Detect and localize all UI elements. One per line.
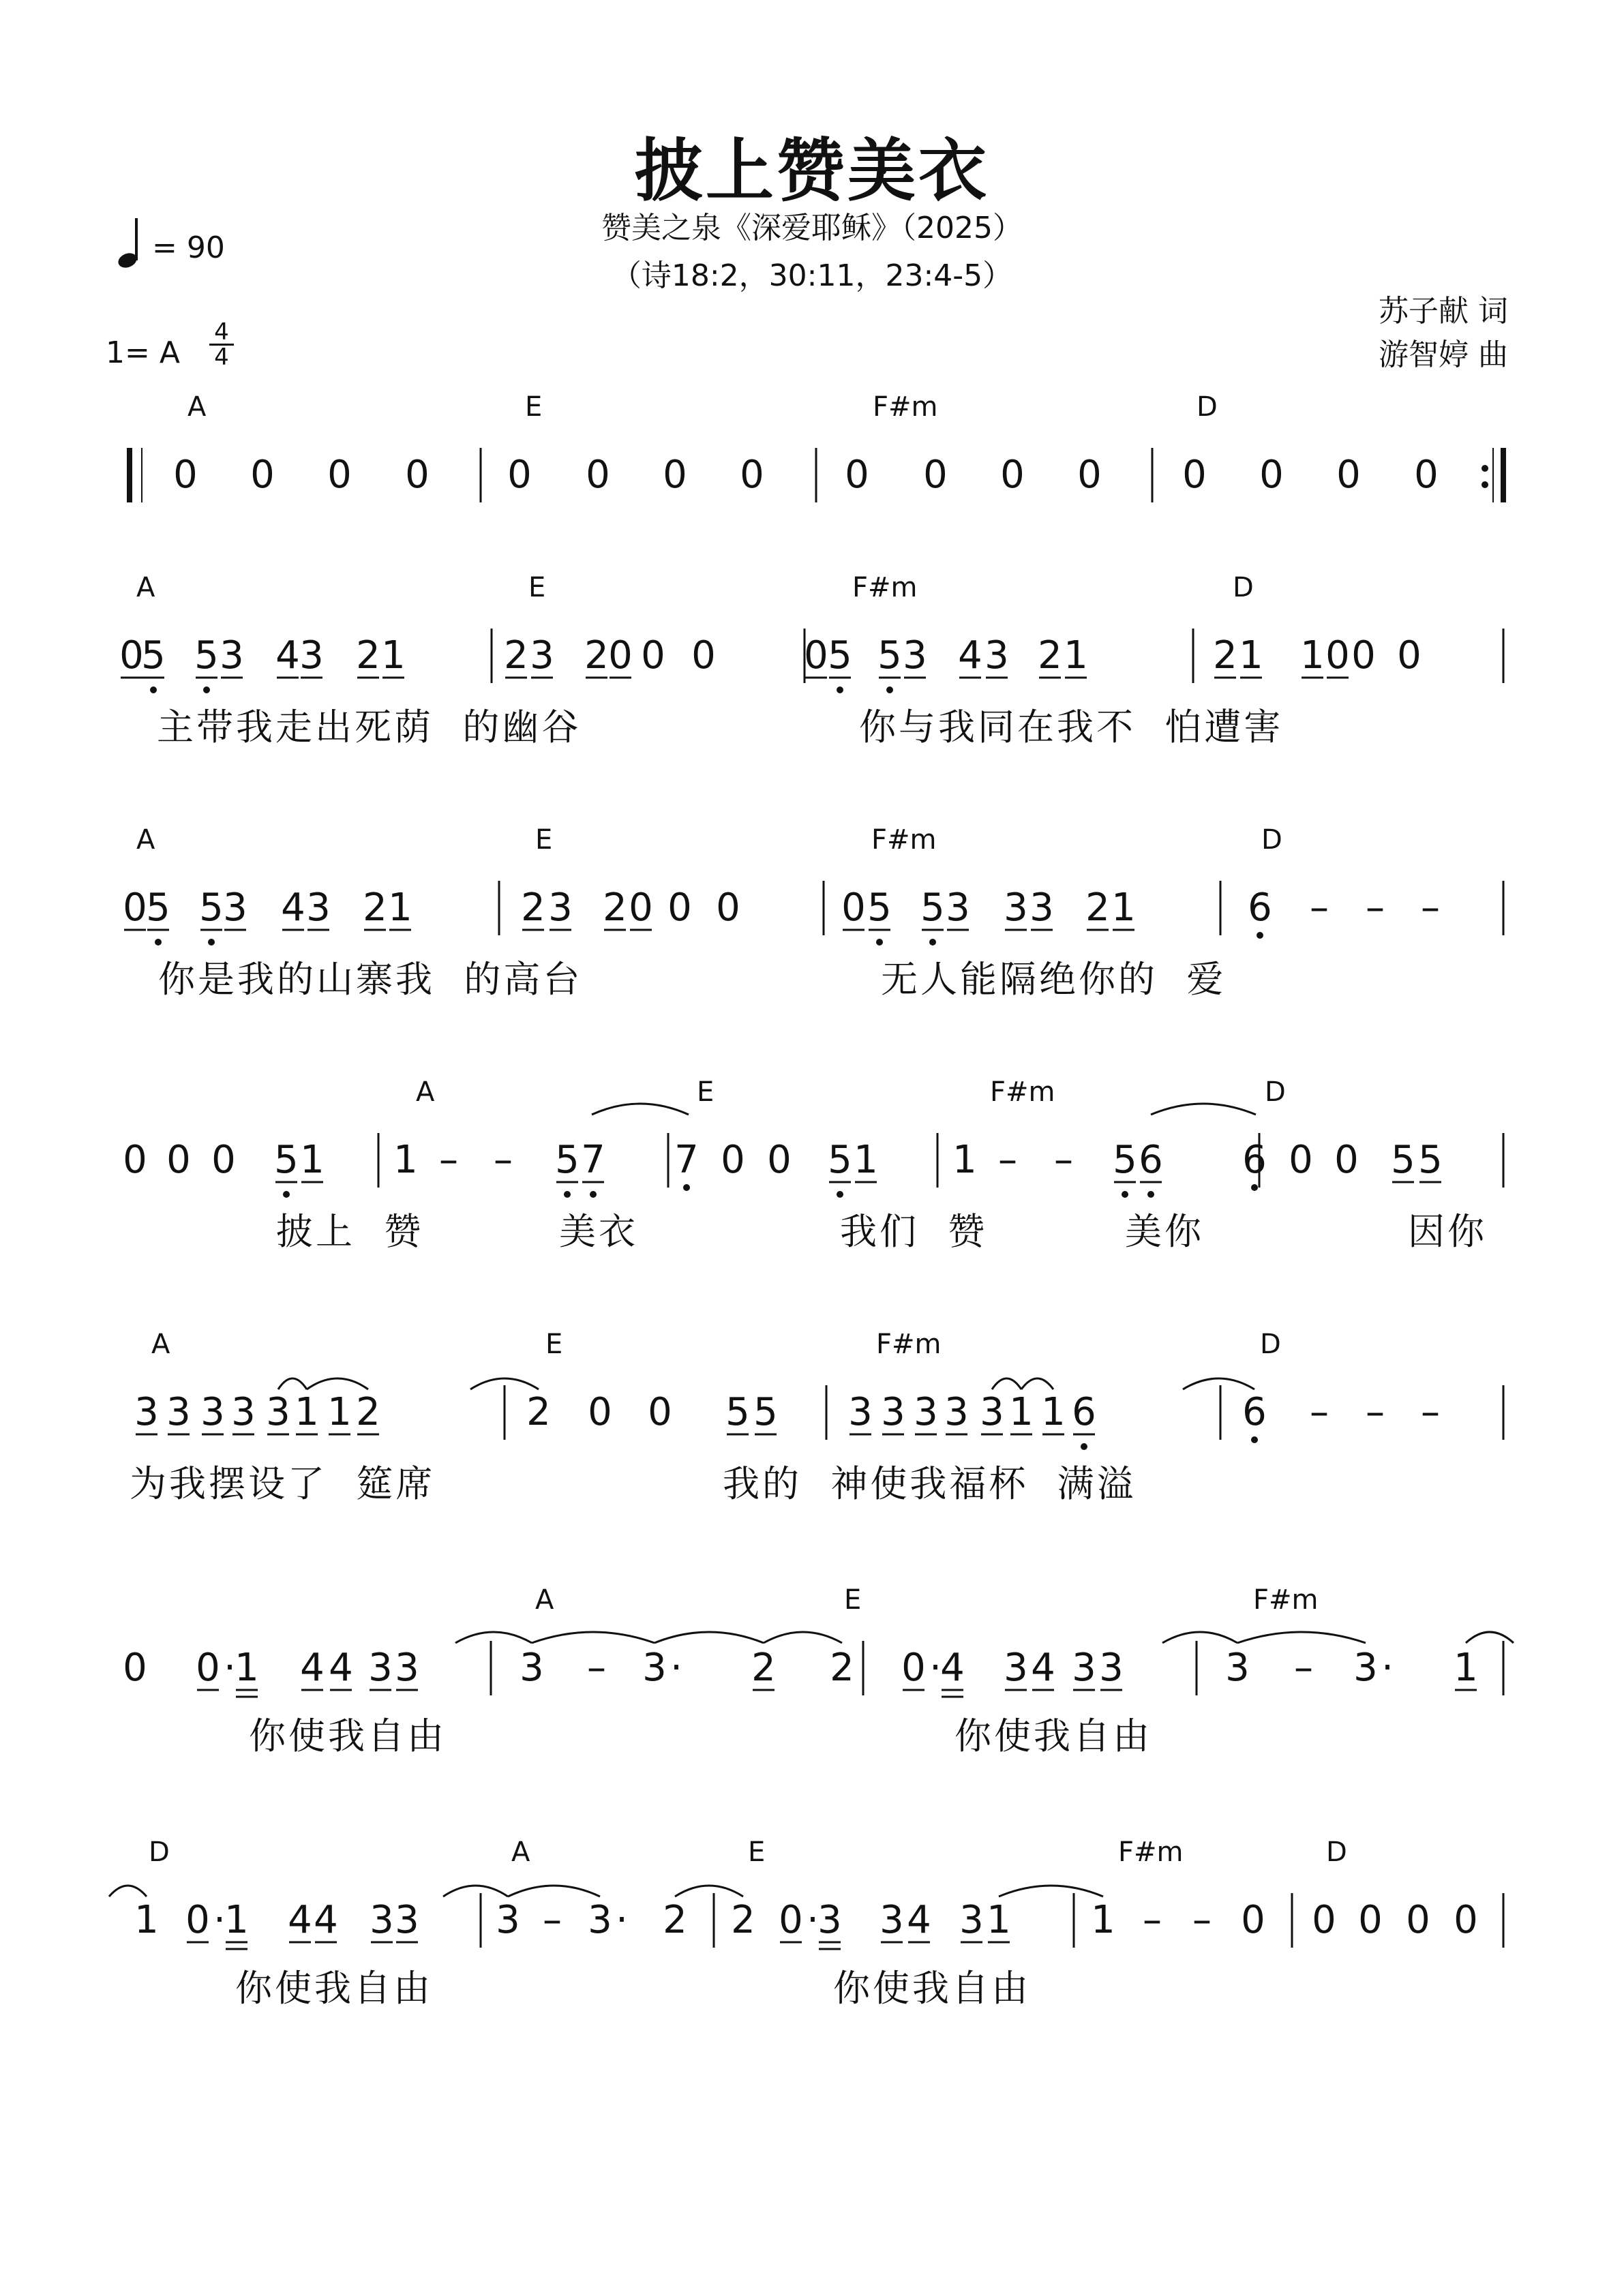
tie-slur [675,1886,743,1897]
chord-symbol: A [511,1837,530,1868]
low-octave-dot [1081,1443,1087,1450]
note: 3 [642,1646,667,1690]
chord-symbol: E [545,1329,563,1360]
note: 0 [845,453,869,497]
note: 3 [1353,1646,1378,1690]
note: 3 [1225,1646,1250,1690]
note: · [616,1898,628,1942]
note: 3 [959,1898,984,1942]
note: 5 [146,886,170,930]
note: 0 [173,453,198,497]
note: 2 [1038,633,1062,678]
note: 0 [901,1646,926,1690]
note: 3 [914,1390,938,1434]
note: 1 [393,1138,418,1182]
low-octave-dot [564,1191,571,1198]
note: 3 [306,886,331,930]
lyric-line: 因你 [1408,1210,1487,1253]
note: – [1310,1390,1329,1434]
note: 3 [980,1390,1004,1434]
note: 0 [1334,1138,1359,1182]
note: 3 [266,1390,290,1434]
note: 5 [877,633,902,678]
repeat-dot [1482,465,1488,472]
note: 3 [588,1898,612,1942]
note: 3 [881,1390,905,1434]
note: – [998,1138,1017,1182]
tie-slur [1151,1104,1256,1115]
low-octave-dot [283,1191,290,1198]
note: 0 [608,633,633,678]
tie-slur [443,1886,508,1897]
note: – [439,1138,458,1182]
low-octave-dot [203,686,210,693]
low-octave-dot [837,1191,843,1198]
note: 0 [1077,453,1102,497]
chord-symbol: D [1326,1837,1347,1868]
note: 1 [1064,633,1088,678]
note: 1 [1111,886,1136,930]
note: – [1310,886,1329,930]
chord-symbol: E [748,1837,766,1868]
note: 1 [1454,1646,1478,1690]
note: 5 [141,633,166,678]
lyric-line: 我们 赞 [840,1210,988,1253]
note: 2 [1213,633,1237,678]
low-octave-dot [837,686,843,693]
lyricist: 苏子献 词 [1379,294,1508,329]
note: – [1143,1898,1162,1942]
note: 5 [1418,1138,1443,1182]
note: 0 [196,1646,220,1690]
note: · [224,1646,236,1690]
tie-slur [278,1378,307,1389]
low-octave-dot [1251,1184,1258,1191]
note: 3 [134,1390,159,1434]
note: 0 [1325,633,1350,678]
note: 5 [1391,1138,1415,1182]
note: 1 [987,1898,1011,1942]
note: 3 [1004,886,1028,930]
tie-slur [1237,1632,1366,1643]
note: 5 [920,886,945,930]
note: 5 [1113,1138,1137,1182]
tie-slur [1162,1632,1237,1643]
note: 1 [381,633,406,678]
note: · [1381,1646,1394,1690]
note: 4 [275,633,300,678]
chord-symbol: D [1197,391,1218,423]
tie-slur [532,1632,655,1643]
note: 0 [586,453,610,497]
note: – [1366,1390,1385,1434]
note: 3 [395,1898,419,1942]
note: 3 [166,1390,191,1434]
note: 6 [1248,886,1272,930]
note: 1 [134,1898,159,1942]
note: 0 [1312,1898,1336,1942]
note: 0 [250,453,275,497]
note: 3 [944,1390,969,1434]
chord-symbol: A [187,391,207,423]
note: 3 [220,633,244,678]
chord-symbol: F#m [876,1329,942,1360]
note: 3 [946,886,970,930]
chord-symbol: E [535,824,553,856]
note: 4 [300,1646,325,1690]
note: 1 [1239,633,1263,678]
chord-symbol: E [697,1076,715,1108]
note: 4 [329,1646,353,1690]
note: 0 [716,886,740,930]
note: 5 [828,1138,852,1182]
chord-symbol: A [535,1584,554,1616]
note: 6 [1072,1390,1096,1434]
tie-slur [508,1886,600,1897]
note: 0 [667,886,692,930]
note: 0 [185,1898,210,1942]
note: 1 [300,1138,325,1182]
note: 2 [584,633,609,678]
note: 0 [211,1138,236,1182]
note: 1 [952,1138,977,1182]
note: 0 [123,1646,147,1690]
note: 0 [405,453,430,497]
lyric-line: 你与我同在我不 怕遭害 [859,706,1284,749]
tie-slur [764,1632,842,1643]
note: 0 [691,633,716,678]
note: 4 [314,1898,338,1942]
lyric-line: 你是我的山寨我 的高台 [158,958,583,1001]
note: · [807,1898,819,1942]
note: 2 [526,1390,551,1434]
lyric-line: 主带我走出死荫 的幽谷 [157,706,582,749]
note: 0 [123,1138,147,1182]
composer: 游智婷 曲 [1379,337,1508,372]
tie-slur [592,1104,689,1115]
note: – [1294,1646,1313,1690]
note: 3 [1072,1646,1096,1690]
low-octave-dot [1251,1436,1258,1443]
note: 0 [629,886,653,930]
tie-slur [455,1632,532,1643]
note: 0 [779,1898,803,1942]
chord-symbol: A [151,1329,170,1360]
tie-slur [1466,1632,1514,1643]
note: 5 [194,633,219,678]
note: 1 [1091,1898,1115,1942]
note: – [1366,886,1385,930]
note: – [1054,1138,1073,1182]
tempo-value: = 90 [152,230,225,265]
low-octave-dot [1147,1191,1154,1198]
low-octave-dot [208,939,215,946]
note: – [543,1898,562,1942]
chord-symbol: E [525,391,543,423]
note: 0 [1182,453,1207,497]
note: 2 [363,886,387,930]
note: – [1192,1898,1212,1942]
note: 1 [1009,1390,1034,1434]
note: 3 [548,886,573,930]
note: 2 [504,633,528,678]
chord-symbol: D [149,1837,170,1868]
note: 6 [1242,1390,1267,1434]
note: 4 [958,633,982,678]
low-octave-dot [886,686,893,693]
lyric-line: 你使我自由 [954,1715,1152,1757]
lyric-line: 美衣 [559,1210,638,1253]
note: 2 [751,1646,776,1690]
note: 0 [767,1138,792,1182]
tie-slur [992,1378,1021,1389]
note: 7 [674,1138,699,1182]
low-octave-dot [155,939,162,946]
note: 4 [907,1898,931,1942]
note: 3 [231,1390,256,1434]
note: 3 [903,633,927,678]
note: 3 [848,1390,873,1434]
song-subtitle: 赞美之泉《深爱耶稣》（2025） [601,211,1023,245]
low-octave-dot [683,1184,690,1191]
note: 0 [1454,1898,1478,1942]
note: 0 [1397,633,1422,678]
note: · [929,1646,942,1690]
song-title: 披上赞美衣 [635,131,989,211]
note: 1 [224,1898,249,1942]
chord-symbol: A [136,572,155,603]
chord-symbol: D [1260,1329,1281,1360]
note: 4 [940,1646,965,1690]
note: 1 [854,1138,878,1182]
note: 0 [1336,453,1361,497]
lyric-line: 披上 赞 [276,1210,424,1253]
note: 1 [327,1390,352,1434]
note: 0 [119,633,144,678]
note: 1 [1041,1390,1066,1434]
note: 4 [281,886,305,930]
low-octave-dot [876,939,883,946]
note: 3 [520,1646,544,1690]
note: 2 [356,633,380,678]
note: 3 [368,1646,393,1690]
lyric-line: 为我摆设了 筵席 [130,1462,436,1505]
note: 0 [841,886,866,930]
note: 0 [663,453,687,497]
note: 2 [603,886,627,930]
note: 3 [879,1898,904,1942]
note: – [1421,886,1440,930]
note: 0 [166,1138,191,1182]
chord-symbol: A [416,1076,435,1108]
note: 0 [804,633,828,678]
note: 3 [299,633,324,678]
tie-slur [655,1632,764,1643]
note: 7 [581,1138,605,1182]
note: 5 [199,886,224,930]
note: 5 [725,1390,750,1434]
low-octave-dot [590,1191,597,1198]
note: 0 [1351,633,1376,678]
note: 0 [1406,1898,1430,1942]
chord-symbol: F#m [990,1076,1055,1108]
note: – [1421,1390,1440,1434]
note: 1 [1300,633,1325,678]
tie-slur [999,1886,1103,1897]
note: 1 [295,1390,319,1434]
note: 5 [274,1138,299,1182]
note: 3 [223,886,247,930]
note: – [587,1646,606,1690]
low-octave-dot [929,939,936,946]
note: 6 [1242,1138,1267,1182]
chord-symbol: D [1261,824,1282,856]
tie-slur [109,1886,147,1897]
note: 1 [235,1646,259,1690]
note: 3 [370,1898,394,1942]
note: 0 [721,1138,745,1182]
note: 0 [327,453,352,497]
note: 3 [496,1898,520,1942]
note: 2 [521,886,545,930]
note: 5 [867,886,892,930]
note: 0 [123,886,147,930]
note: 1 [388,886,412,930]
note: 0 [648,1390,672,1434]
note: 3 [530,633,554,678]
note: 3 [817,1898,842,1942]
time-signature-top: 4 [214,318,229,346]
lyric-line: 无人能隔绝你的 爱 [881,958,1227,1001]
note: 0 [1259,453,1284,497]
note: 3 [395,1646,419,1690]
note: · [213,1898,226,1942]
tie-slur [1183,1378,1254,1389]
note: 0 [1358,1898,1383,1942]
lyric-line: 美你 [1125,1210,1204,1253]
time-signature-bottom: 4 [209,344,234,369]
note: 0 [1000,453,1025,497]
note: 0 [923,453,948,497]
note: 5 [828,633,852,678]
note: 4 [1031,1646,1055,1690]
note: 0 [1241,1898,1265,1942]
lyric-line: 你使我自由 [235,1967,433,2010]
note: 5 [753,1390,778,1434]
chord-symbol: A [136,824,155,856]
repeat-dot [1482,481,1488,488]
note: 0 [641,633,665,678]
low-octave-dot [150,686,157,693]
chord-symbol: D [1233,572,1254,603]
key-signature: 1= A [106,335,180,370]
note: 3 [1099,1646,1124,1690]
note: 2 [663,1898,687,1942]
chord-symbol: E [528,572,546,603]
note: 2 [356,1390,380,1434]
scripture-reference: （诗18:2，30:11，23:4-5） [611,258,1013,293]
note: 6 [1139,1138,1163,1182]
chord-symbol: F#m [1253,1584,1319,1616]
lyric-line: 我的 神使我福杯 满溢 [723,1462,1137,1505]
note: 2 [731,1898,755,1942]
note: 3 [1004,1646,1028,1690]
chord-symbol: D [1265,1076,1286,1108]
note: 5 [555,1138,580,1182]
note: 0 [1289,1138,1313,1182]
chord-symbol: E [844,1584,862,1616]
lyric-line: 你使我自由 [833,1967,1031,2010]
note: – [494,1138,513,1182]
note: 3 [984,633,1009,678]
chord-symbol: F#m [1118,1837,1184,1868]
chord-symbol: F#m [873,391,938,423]
lyric-line: 你使我自由 [249,1715,447,1757]
low-octave-dot [1257,932,1263,939]
note: 4 [288,1898,312,1942]
note: 0 [740,453,764,497]
low-octave-dot [1122,1191,1128,1198]
note: 3 [200,1390,225,1434]
chord-symbol: F#m [871,824,937,856]
note: · [670,1646,682,1690]
note: 0 [507,453,532,497]
chord-symbol: F#m [852,572,918,603]
note: 2 [830,1646,854,1690]
note: 2 [1085,886,1110,930]
note: 0 [1414,453,1439,497]
note: 3 [1029,886,1054,930]
tie-slur [307,1378,368,1389]
note: 0 [588,1390,612,1434]
tie-slur [1021,1378,1053,1389]
